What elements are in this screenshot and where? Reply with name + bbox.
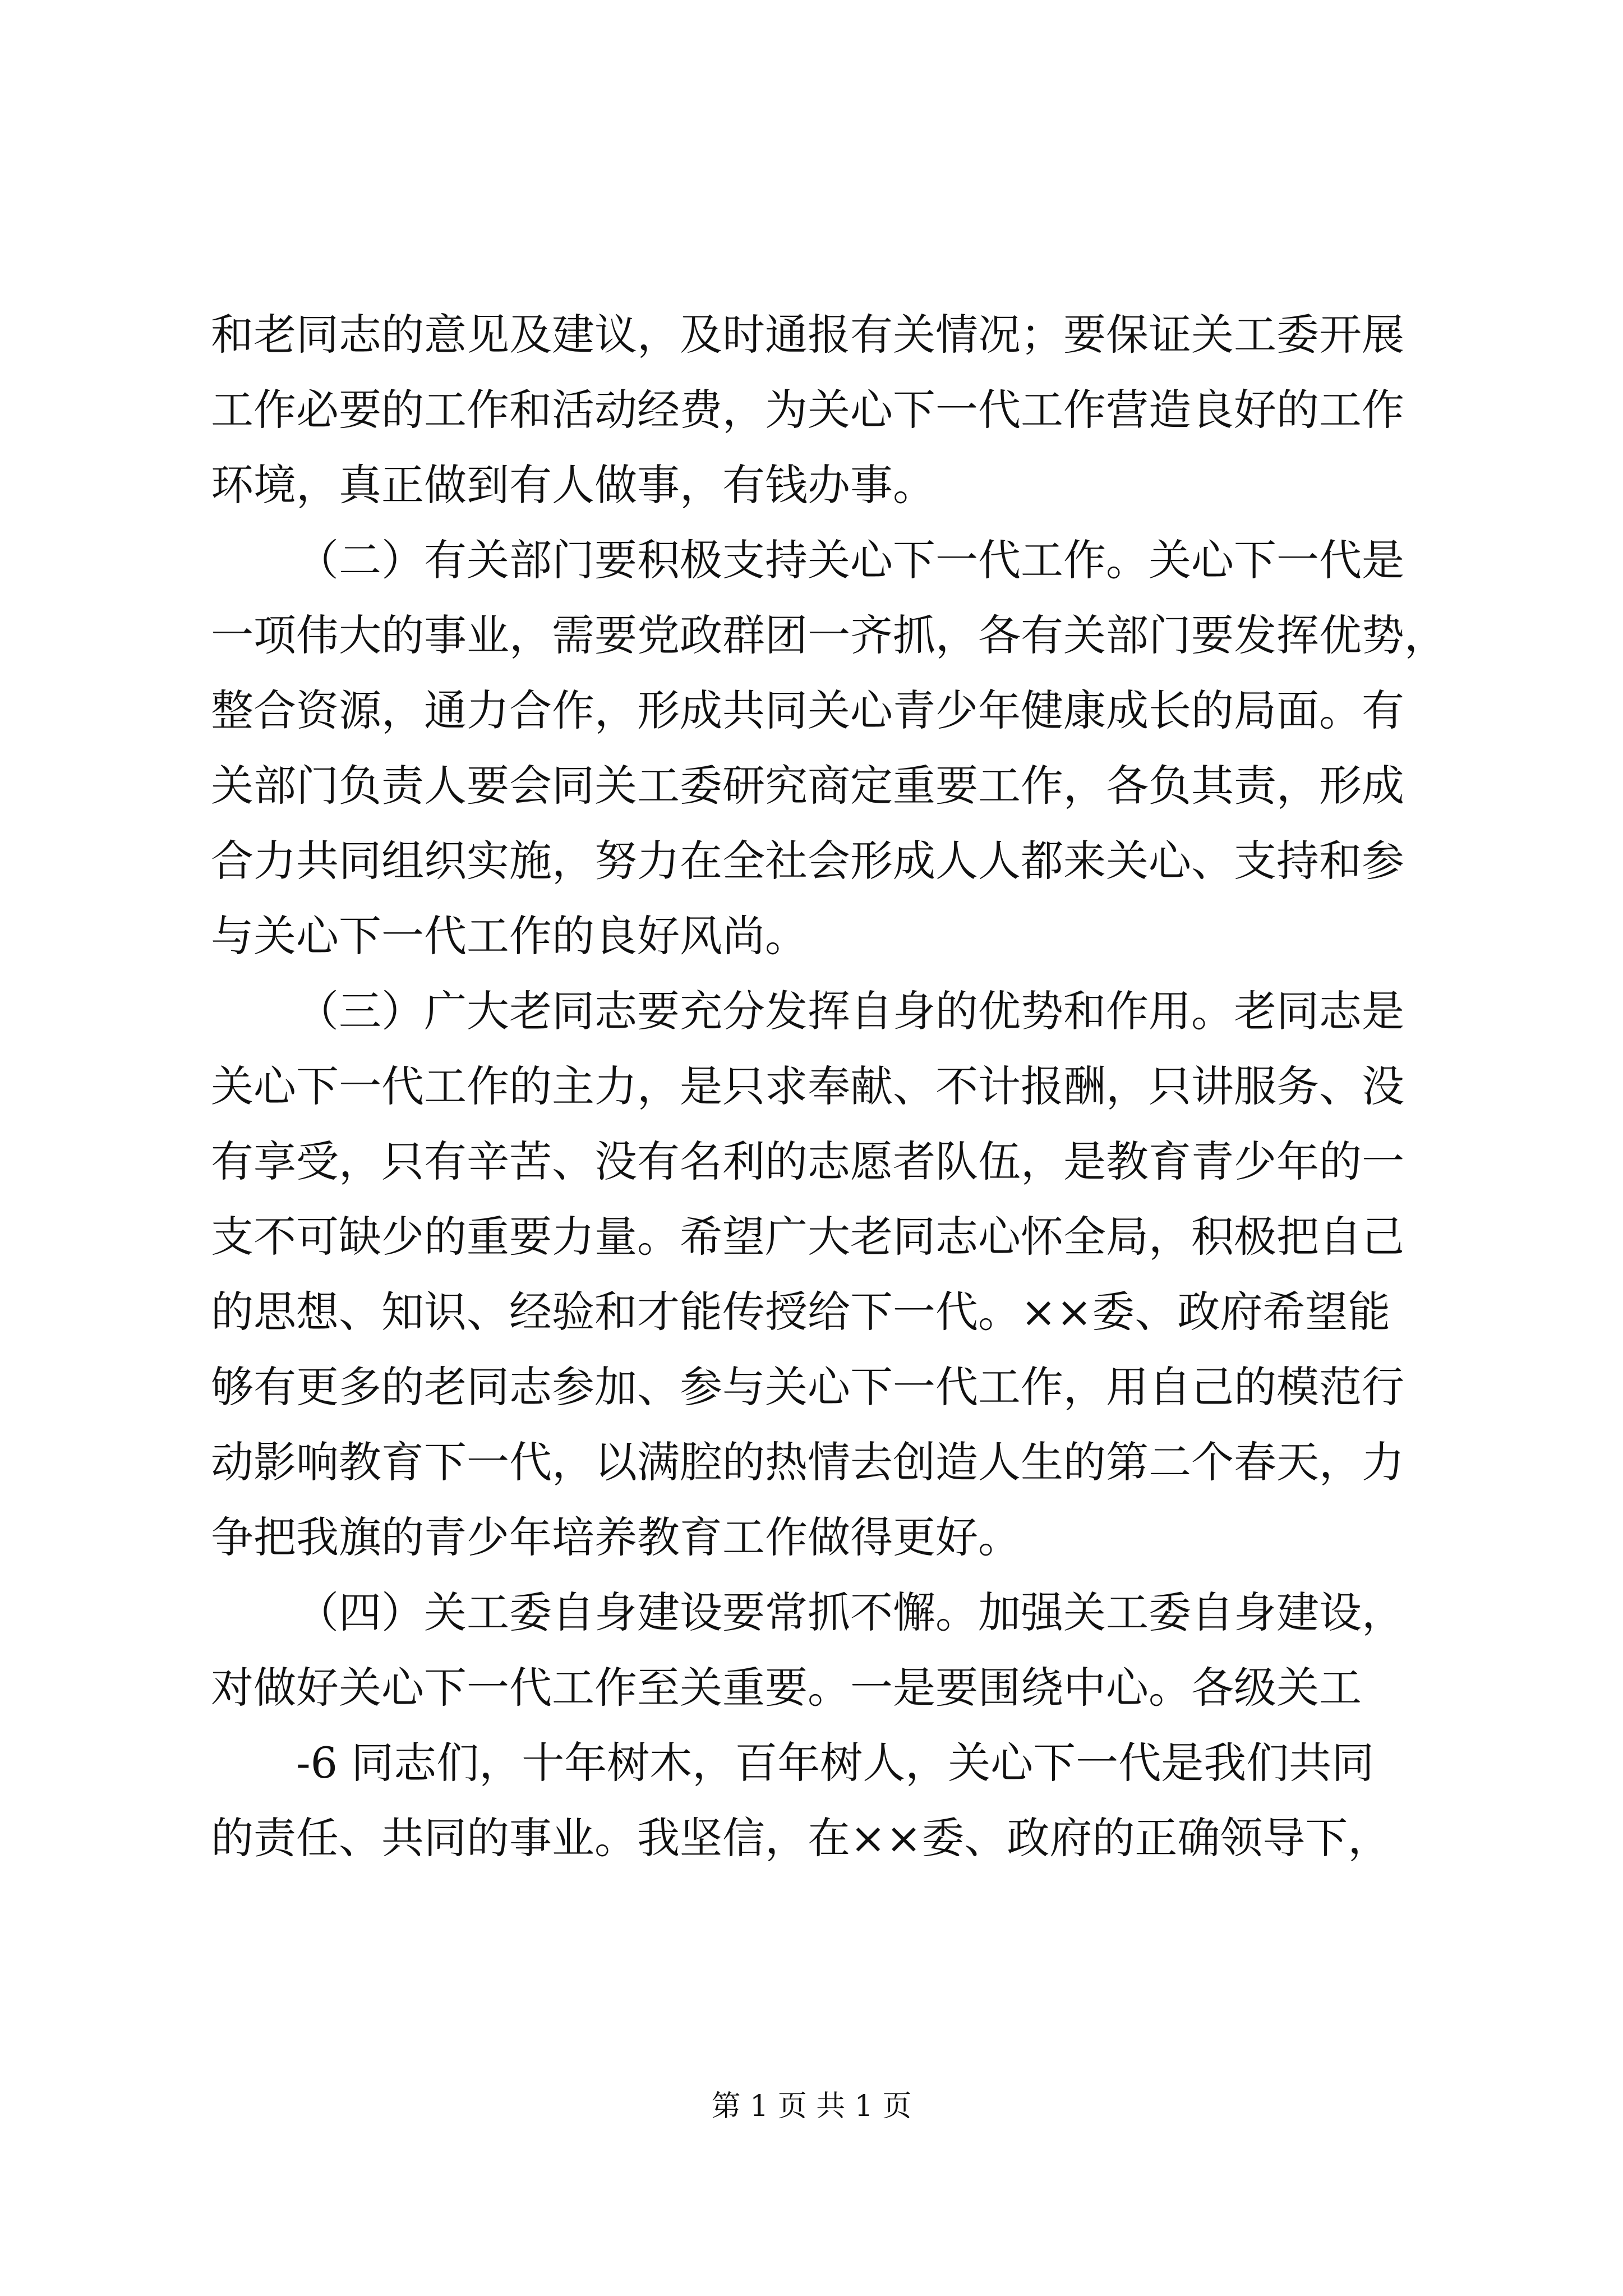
body-text bbox=[211, 297, 1447, 1876]
paragraph-start-line: （四）关工委自身建设要常抓不懈。加强关工委自身建设， bbox=[296, 1588, 1404, 1637]
paragraph-start-line: -6 同志们，十年树木，百年树人，关心下一代是我们共同 bbox=[296, 1738, 1375, 1788]
text-line: 的思想、知识、经验和才能传授给下一代。××委、政府希望能 bbox=[211, 1287, 1391, 1337]
text-line: 支不可缺少的重要力量。希望广大老同志心怀全局，积极把自己 bbox=[211, 1212, 1404, 1262]
text-line: 关部门负责人要会同关工委研究商定重要工作，各负其责，形成 bbox=[211, 761, 1404, 811]
text-line: 整合资源，通力合作，形成共同关心青少年健康成长的局面。有 bbox=[211, 685, 1404, 735]
text-line: 与关心下一代工作的良好风尚。 bbox=[211, 911, 808, 961]
text-line: 工作必要的工作和活动经费，为关心下一代工作营造良好的工作 bbox=[211, 385, 1404, 435]
text-line: 关心下一代工作的主力，是只求奉献、不计报酬，只讲服务、没 bbox=[211, 1061, 1404, 1111]
paragraph-start-line: （二）有关部门要积极支持关心下一代工作。关心下一代是 bbox=[296, 535, 1404, 585]
text-line: 动影响教育下一代，以满腔的热情去创造人生的第二个春天，力 bbox=[211, 1437, 1404, 1487]
text-line: 合力共同组织实施，努力在全社会形成人人都来关心、支持和参 bbox=[211, 836, 1404, 886]
text-line: 和老同志的意见及建议，及时通报有关情况；要保证关工委开展 bbox=[211, 310, 1404, 360]
text-line: 对做好关心下一代工作至关重要。一是要围绕中心。各级关工 bbox=[211, 1663, 1362, 1713]
page-footer bbox=[0, 2087, 1623, 2126]
text-line: 争把我旗的青少年培养教育工作做得更好。 bbox=[211, 1512, 1021, 1562]
page-number-label: 第 1 页 共 1 页 bbox=[711, 2090, 912, 2123]
text-line: 的责任、共同的事业。我坚信，在××委、政府的正确领导下， bbox=[211, 1813, 1391, 1863]
text-line: 一项伟大的事业，需要党政群团一齐抓，各有关部门要发挥优势， bbox=[211, 610, 1447, 660]
text-line: 够有更多的老同志参加、参与关心下一代工作，用自己的模范行 bbox=[211, 1362, 1404, 1412]
text-line: 环境，真正做到有人做事，有钱办事。 bbox=[211, 460, 935, 510]
paragraph-start-line: （三）广大老同志要充分发挥自身的优势和作用。老同志是 bbox=[296, 986, 1404, 1036]
text-line: 有享受，只有辛苦、没有名利的志愿者队伍，是教育青少年的一 bbox=[211, 1137, 1404, 1186]
